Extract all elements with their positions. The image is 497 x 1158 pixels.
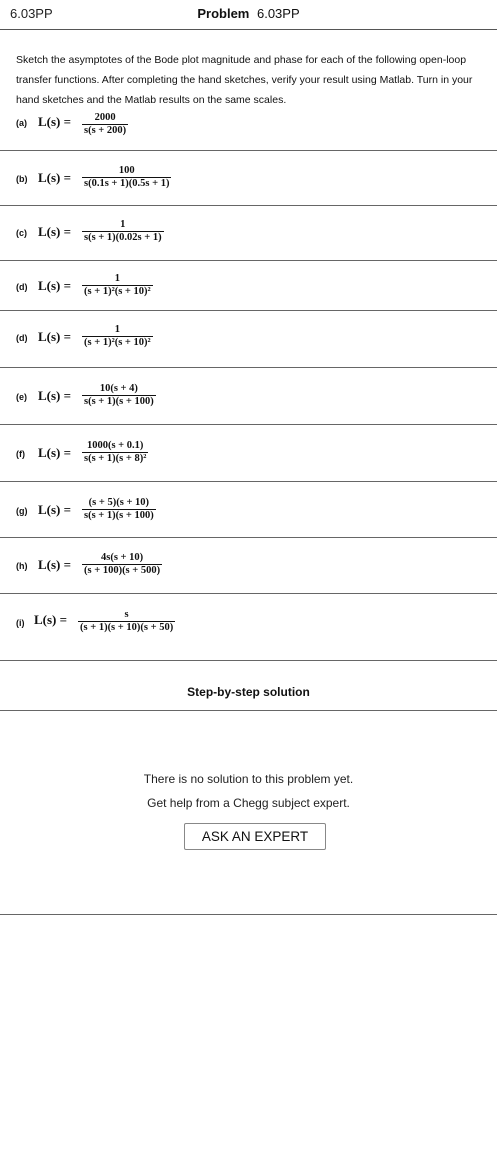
fraction-numerator: 1 bbox=[120, 219, 126, 230]
fraction-denominator: (s + 1)²(s + 10)² bbox=[84, 286, 151, 297]
part-tag: (e) bbox=[16, 392, 27, 402]
fraction-denominator: s(s + 1)(0.02s + 1) bbox=[84, 232, 162, 243]
fraction-numerator: 2000 bbox=[94, 112, 116, 123]
fraction-denominator: (s + 1)(s + 10)(s + 50) bbox=[80, 622, 174, 633]
part-fraction bbox=[82, 497, 156, 522]
fraction-numerator: 1 bbox=[114, 324, 120, 335]
fraction-denominator: s(s + 1)(s + 8)² bbox=[84, 453, 147, 464]
problem-statement: Sketch the asymptotes of the Bode plot magnitude and phase for each of the following open-loop transfer functions. After completing the hand sketches, verify your result using Matlab. Turn in your hand sketches and the Matlab results on the same scales. bbox=[16, 54, 473, 106]
divider bbox=[0, 593, 497, 594]
fraction-numerator: 1000(s + 0.1) bbox=[86, 440, 144, 451]
part-tag: (g) bbox=[16, 506, 28, 516]
part-lhs: L(s) = bbox=[38, 557, 72, 572]
part-tag: (d) bbox=[16, 282, 28, 292]
part-tag: (i) bbox=[16, 618, 25, 628]
part-tag: (a) bbox=[16, 118, 27, 128]
part-lhs: L(s) = bbox=[38, 170, 72, 185]
fraction-denominator: s(s + 200) bbox=[84, 125, 127, 136]
fraction-numerator: 4s(s + 10) bbox=[100, 552, 144, 563]
part-fraction bbox=[82, 324, 153, 349]
part-fraction bbox=[82, 440, 148, 465]
clipped-part-d bbox=[16, 273, 216, 297]
title-word: Problem bbox=[197, 6, 250, 21]
divider bbox=[0, 424, 497, 425]
divider bbox=[0, 660, 497, 661]
part-tag: (f) bbox=[16, 449, 25, 459]
page-title bbox=[0, 6, 497, 21]
fraction-numerator: 100 bbox=[118, 165, 135, 176]
fraction-denominator: s(s + 1)(s + 100) bbox=[84, 396, 154, 407]
fraction-numerator: 10(s + 4) bbox=[99, 383, 138, 394]
part-lhs: L(s) = bbox=[38, 329, 72, 344]
header-bar bbox=[0, 0, 497, 30]
expert-help-message: Get help from a Chegg subject expert. bbox=[147, 796, 350, 810]
fraction-denominator: (s + 100)(s + 500) bbox=[84, 565, 161, 576]
part-fraction bbox=[78, 609, 175, 634]
no-solution-message: There is no solution to this problem yet. bbox=[143, 772, 354, 786]
part-fraction bbox=[82, 383, 156, 408]
fraction-numerator: s bbox=[124, 609, 129, 620]
part-fraction bbox=[82, 552, 162, 577]
part-fraction bbox=[82, 112, 128, 137]
ask-expert-button[interactable]: ASK AN EXPERT bbox=[184, 823, 326, 850]
part-fraction bbox=[82, 165, 171, 190]
divider bbox=[0, 537, 497, 538]
divider bbox=[0, 150, 497, 151]
part-lhs: L(s) = bbox=[38, 224, 72, 239]
fraction-denominator: s(0.1s + 1)(0.5s + 1) bbox=[84, 178, 170, 189]
fraction-denominator: s(s + 1)(s + 100) bbox=[84, 510, 154, 521]
divider bbox=[0, 205, 497, 206]
part-fraction bbox=[82, 219, 164, 244]
divider bbox=[0, 710, 497, 711]
part-lhs: L(s) = bbox=[38, 445, 72, 460]
part-lhs: L(s) = bbox=[34, 612, 68, 627]
solution-title: Step-by-step solution bbox=[187, 685, 310, 699]
problem-id: 6.03PP bbox=[10, 6, 53, 21]
part-lhs: L(s) = bbox=[38, 502, 72, 517]
fraction-denominator: (s + 1)²(s + 10)² bbox=[84, 337, 151, 348]
part-lhs: L(s) = bbox=[38, 388, 72, 403]
part-fraction bbox=[82, 273, 153, 298]
divider bbox=[0, 367, 497, 368]
title-number: 6.03PP bbox=[256, 6, 300, 21]
divider bbox=[0, 914, 497, 915]
part-lhs: L(s) = bbox=[38, 114, 72, 129]
part-tag: (h) bbox=[16, 561, 28, 571]
divider bbox=[0, 481, 497, 482]
divider bbox=[0, 260, 497, 261]
part-lhs: L(s) = bbox=[38, 278, 72, 293]
part-tag: (c) bbox=[16, 228, 27, 238]
fraction-numerator: (s + 5)(s + 10) bbox=[88, 497, 150, 508]
fraction-numerator: 1 bbox=[114, 273, 120, 284]
part-tag: (b) bbox=[16, 174, 28, 184]
divider bbox=[0, 310, 497, 311]
part-tag: (d) bbox=[16, 333, 28, 343]
